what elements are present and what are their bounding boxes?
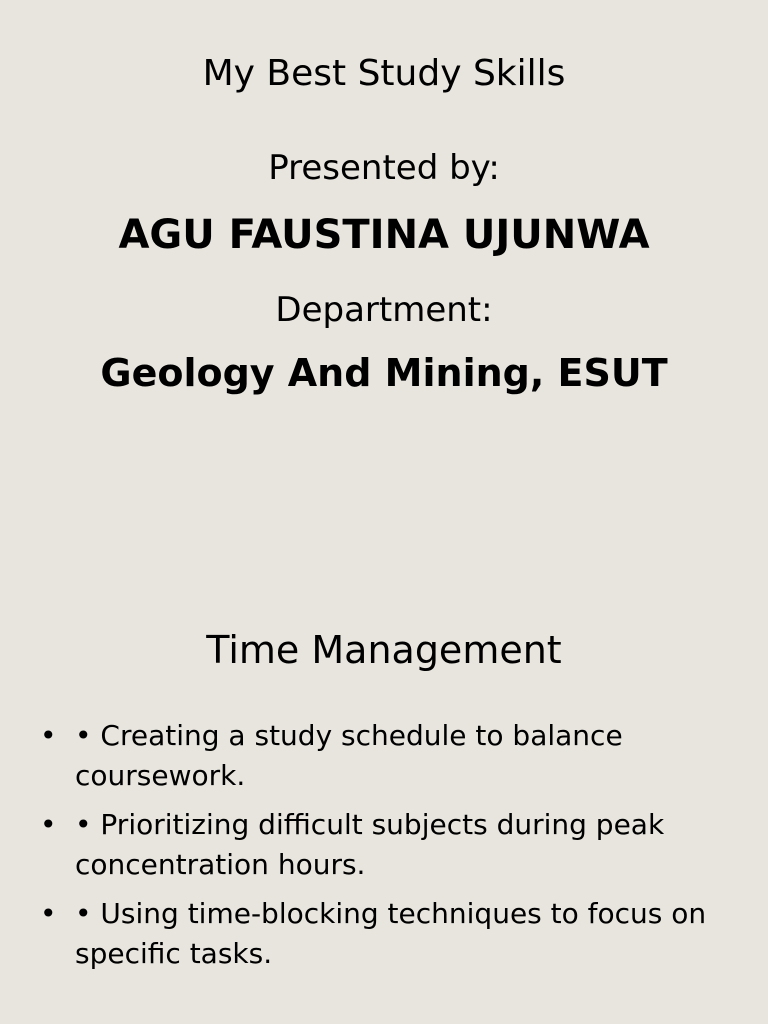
time-management-slide: [0, 512, 768, 1024]
bullet-item: [40, 894, 730, 974]
slide-title: Time Management: [206, 628, 562, 672]
department-name: Geology And Mining, ESUT: [100, 351, 668, 395]
department-label: Department:: [275, 290, 493, 330]
bullet-item: [40, 805, 730, 885]
bullet-dot-icon: •: [40, 719, 57, 752]
bullet-item: [40, 716, 730, 796]
presenter-name: AGU FAUSTINA UJUNWA: [118, 212, 650, 258]
bullet-text: • Creating a study schedule to balance coursework.: [75, 719, 623, 792]
bullet-text: • Using time-blocking techniques to focus on specific tasks.: [75, 897, 707, 970]
bullet-dot-icon: •: [40, 897, 57, 930]
bullet-list: [40, 716, 730, 983]
presented-by-label: Presented by:: [268, 148, 500, 188]
bullet-dot-icon: •: [40, 808, 57, 841]
bullet-text: • Prioritizing difficult subjects during peak concentration hours.: [75, 808, 665, 881]
slide-title: My Best Study Skills: [202, 53, 566, 94]
